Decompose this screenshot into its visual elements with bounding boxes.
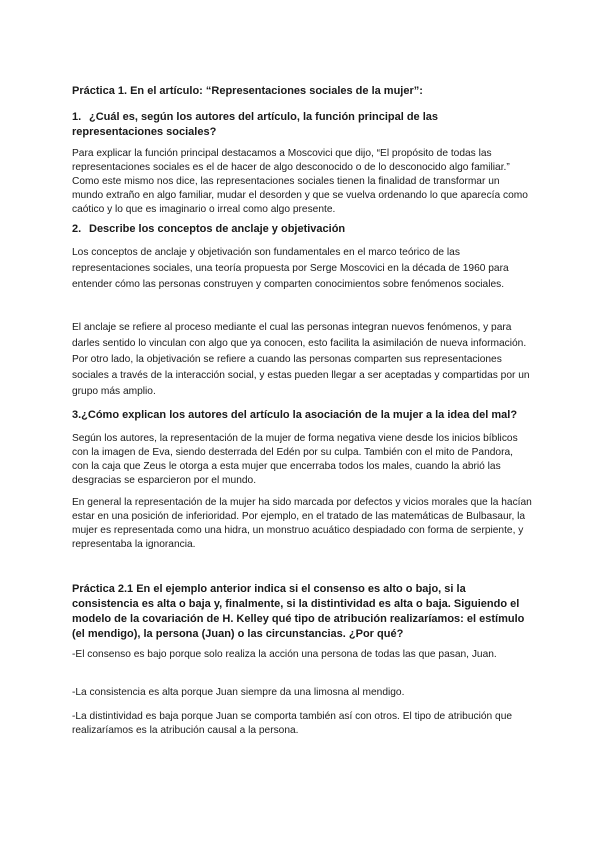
question-3-paragraph-1: Según los autores, la representación de la mujer de forma negativa viene desde los inicios bíblicos con la imagen de Eva, siendo desterrada del Edén por su culpa. También con el mito de Pandora, con la caja que Zeus le otorga a esta mujer que encerraba todos los males, cuando la abrió las desgracias se esparcieron por el mundo. <box>72 433 518 486</box>
practice-2-1-answer-distinctiveness: -La distintividad es baja porque Juan se comporta también así con otros. El tipo de atribución que realizaríamos es la atribución causal a la persona. <box>72 711 513 736</box>
practice-2-1-answer-consistency: -La consistencia es alta porque Juan siempre da una limosna al mendigo. <box>72 687 405 698</box>
question-2-heading <box>72 222 532 237</box>
question-2-text: Describe los conceptos de anclaje y objetivación <box>89 223 346 235</box>
question-1-text: ¿Cuál es, según los autores del artículo, la función principal de las representaciones sociales? <box>72 111 439 138</box>
question-1-number: 1. <box>72 111 82 123</box>
question-1-heading <box>72 110 532 140</box>
question-2-paragraph-1: Los conceptos de anclaje y objetivación son fundamentales en el marco teórico de las representaciones sociales, una teoría propuesta por Serge Moscovici en la década de 1960 para entender cómo las personas construyen y comparten conocimientos sobre fenómenos sociales. <box>72 247 509 290</box>
question-2-number: 2. <box>72 223 82 235</box>
practice-1-title: Práctica 1. En el artículo: “Representaciones sociales de la mujer”: <box>72 85 423 97</box>
question-3-paragraph-2: En general la representación de la mujer ha sido marcada por defectos y vicios morales que la hacían estar en una posición de inferioridad. Por ejemplo, en el tratado de las matemáticas de Bulbasaur, la mujer es representada como una hidra, un monstruo acuático despiadado con forma de serpiente, y representaba la ignorancia. <box>72 497 532 550</box>
question-1-answer: Para explicar la función principal destacamos a Moscovici que dijo, “El propósito de todas las representaciones sociales es el de hacer de algo desconocido o de lo desconocido algo familiar.” Como este mismo nos dice, las representaciones sociales tienen la finalidad de transformar un mundo extraño en algo familiar, mudar el desorden y que se vuelva ordenando lo que aparecía como caótico y lo que es imaginario o irreal como algo presente. <box>72 148 528 215</box>
practice-2-1-heading: Práctica 2.1 En el ejemplo anterior indica si el consenso es alto o bajo, si la consistencia es alta o baja y, finalmente, si la distintividad es alta o baja. Siguiendo el modelo de la covariación de H. Kelley qué tipo de atribución realizaríamos: el estímulo (el mendigo), la persona (Juan) o las circunstancias. ¿Por qué? <box>72 583 525 640</box>
question-3-heading: 3.¿Cómo explican los autores del artículo la asociación de la mujer a la idea del mal? <box>72 409 518 421</box>
question-2-paragraph-2: El anclaje se refiere al proceso mediante el cual las personas integran nuevos fenómenos, y para darles sentido lo vinculan con algo que ya conocen, esto facilita la asimilación de nueva información. Por otro lado, la objetivación se refiere a cuando las personas comparten sus representaciones sociales a través de la interacción social, y estas pueden llegar a ser aceptadas y compartidas por un grupo más amplio. <box>72 322 530 397</box>
practice-2-1-answer-consensus: -El consenso es bajo porque solo realiza la acción una persona de todas las que pasan, Juan. <box>72 649 497 660</box>
